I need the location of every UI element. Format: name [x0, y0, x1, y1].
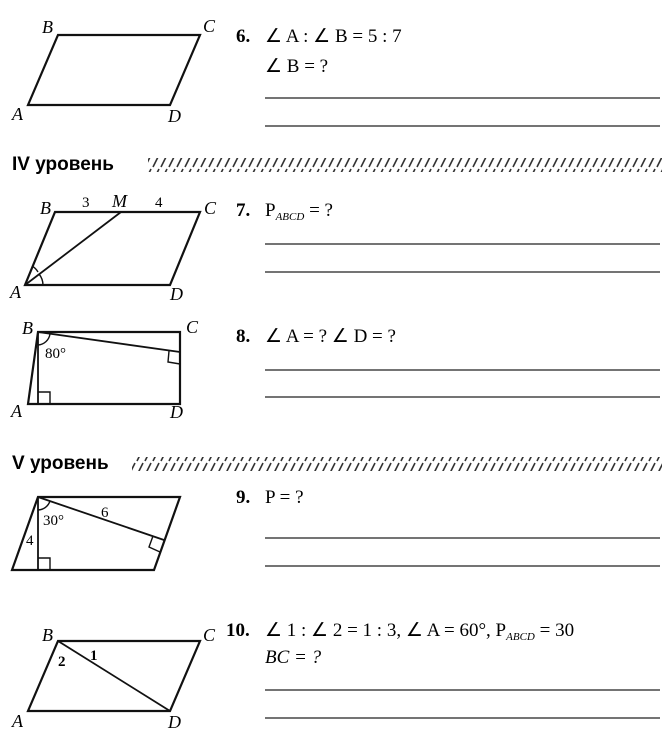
segment-bm: 3	[82, 195, 90, 211]
label-c: C	[203, 625, 216, 645]
angle-value: 30°	[43, 513, 64, 529]
label-a: A	[11, 401, 22, 421]
problem-number: 10.	[226, 620, 250, 641]
angle-arc	[38, 334, 50, 345]
label-d: D	[168, 712, 181, 732]
label-d: D	[170, 402, 183, 422]
diagonal-bd	[58, 641, 170, 711]
parallelogram-7	[25, 212, 200, 285]
right-angle-mark	[38, 558, 50, 570]
problem-question: ∠ A = ? ∠ D = ?	[265, 326, 396, 347]
problem-6	[11, 16, 660, 126]
problem-question: ∠ B = ?	[265, 56, 329, 77]
problem-7	[9, 191, 660, 304]
label-c: C	[203, 16, 216, 36]
figure-10	[11, 625, 216, 732]
problem-10	[11, 620, 660, 732]
angle-1: 1	[90, 648, 98, 664]
figure-9	[12, 497, 180, 570]
figure-6	[11, 16, 216, 126]
problem-9	[12, 487, 660, 570]
problem-8	[10, 317, 660, 422]
problem-question: $P_{ABCD}$ = ?	[265, 200, 333, 223]
label-a: A	[12, 104, 23, 124]
problem-number: 8.	[236, 326, 251, 347]
right-angle-mark	[168, 351, 180, 364]
label-m: M	[112, 191, 127, 211]
problem-number: 9.	[236, 487, 251, 508]
label-b: B	[40, 198, 51, 218]
right-angle-mark	[38, 392, 50, 404]
side-length: 4	[26, 533, 34, 549]
label-c: C	[204, 198, 217, 218]
angle-arc	[38, 501, 50, 510]
figure-7	[9, 191, 217, 304]
label-d: D	[170, 284, 183, 304]
label-b: B	[22, 318, 33, 338]
parallelogram-8	[28, 332, 180, 404]
segment-mc: 4	[155, 195, 163, 211]
problem-question: P = ?	[265, 487, 304, 508]
label-a: A	[10, 282, 21, 302]
problem-number: 7.	[236, 200, 251, 221]
parallelogram-6	[28, 35, 200, 105]
level-4-header	[12, 154, 662, 175]
label-b: B	[42, 625, 53, 645]
problem-statement: ∠ A : ∠ B = 5 : 7	[265, 26, 402, 47]
label-b: B	[42, 17, 53, 37]
level-title: IV уровень	[12, 154, 114, 175]
problem-number: 6.	[236, 26, 251, 47]
angle-value: 80°	[45, 346, 66, 362]
angle-2: 2	[58, 654, 66, 670]
angle-arc	[39, 274, 43, 285]
label-d: D	[168, 106, 181, 126]
problem-statement: ∠ 1 : ∠ 2 = 1 : 3, ∠ A = 60°, $P_{ABCD} = 30$	[265, 620, 575, 643]
diag-length: 6	[101, 505, 109, 521]
figure-8	[10, 317, 199, 422]
hatch-band	[148, 158, 662, 172]
angle-arc	[32, 266, 38, 272]
level-5-header	[12, 453, 662, 474]
hatch-band	[132, 457, 662, 471]
problem-question: BC = ?	[265, 647, 322, 668]
level-title: V уровень	[12, 453, 109, 474]
label-c: C	[186, 317, 199, 337]
label-a: A	[12, 711, 23, 731]
